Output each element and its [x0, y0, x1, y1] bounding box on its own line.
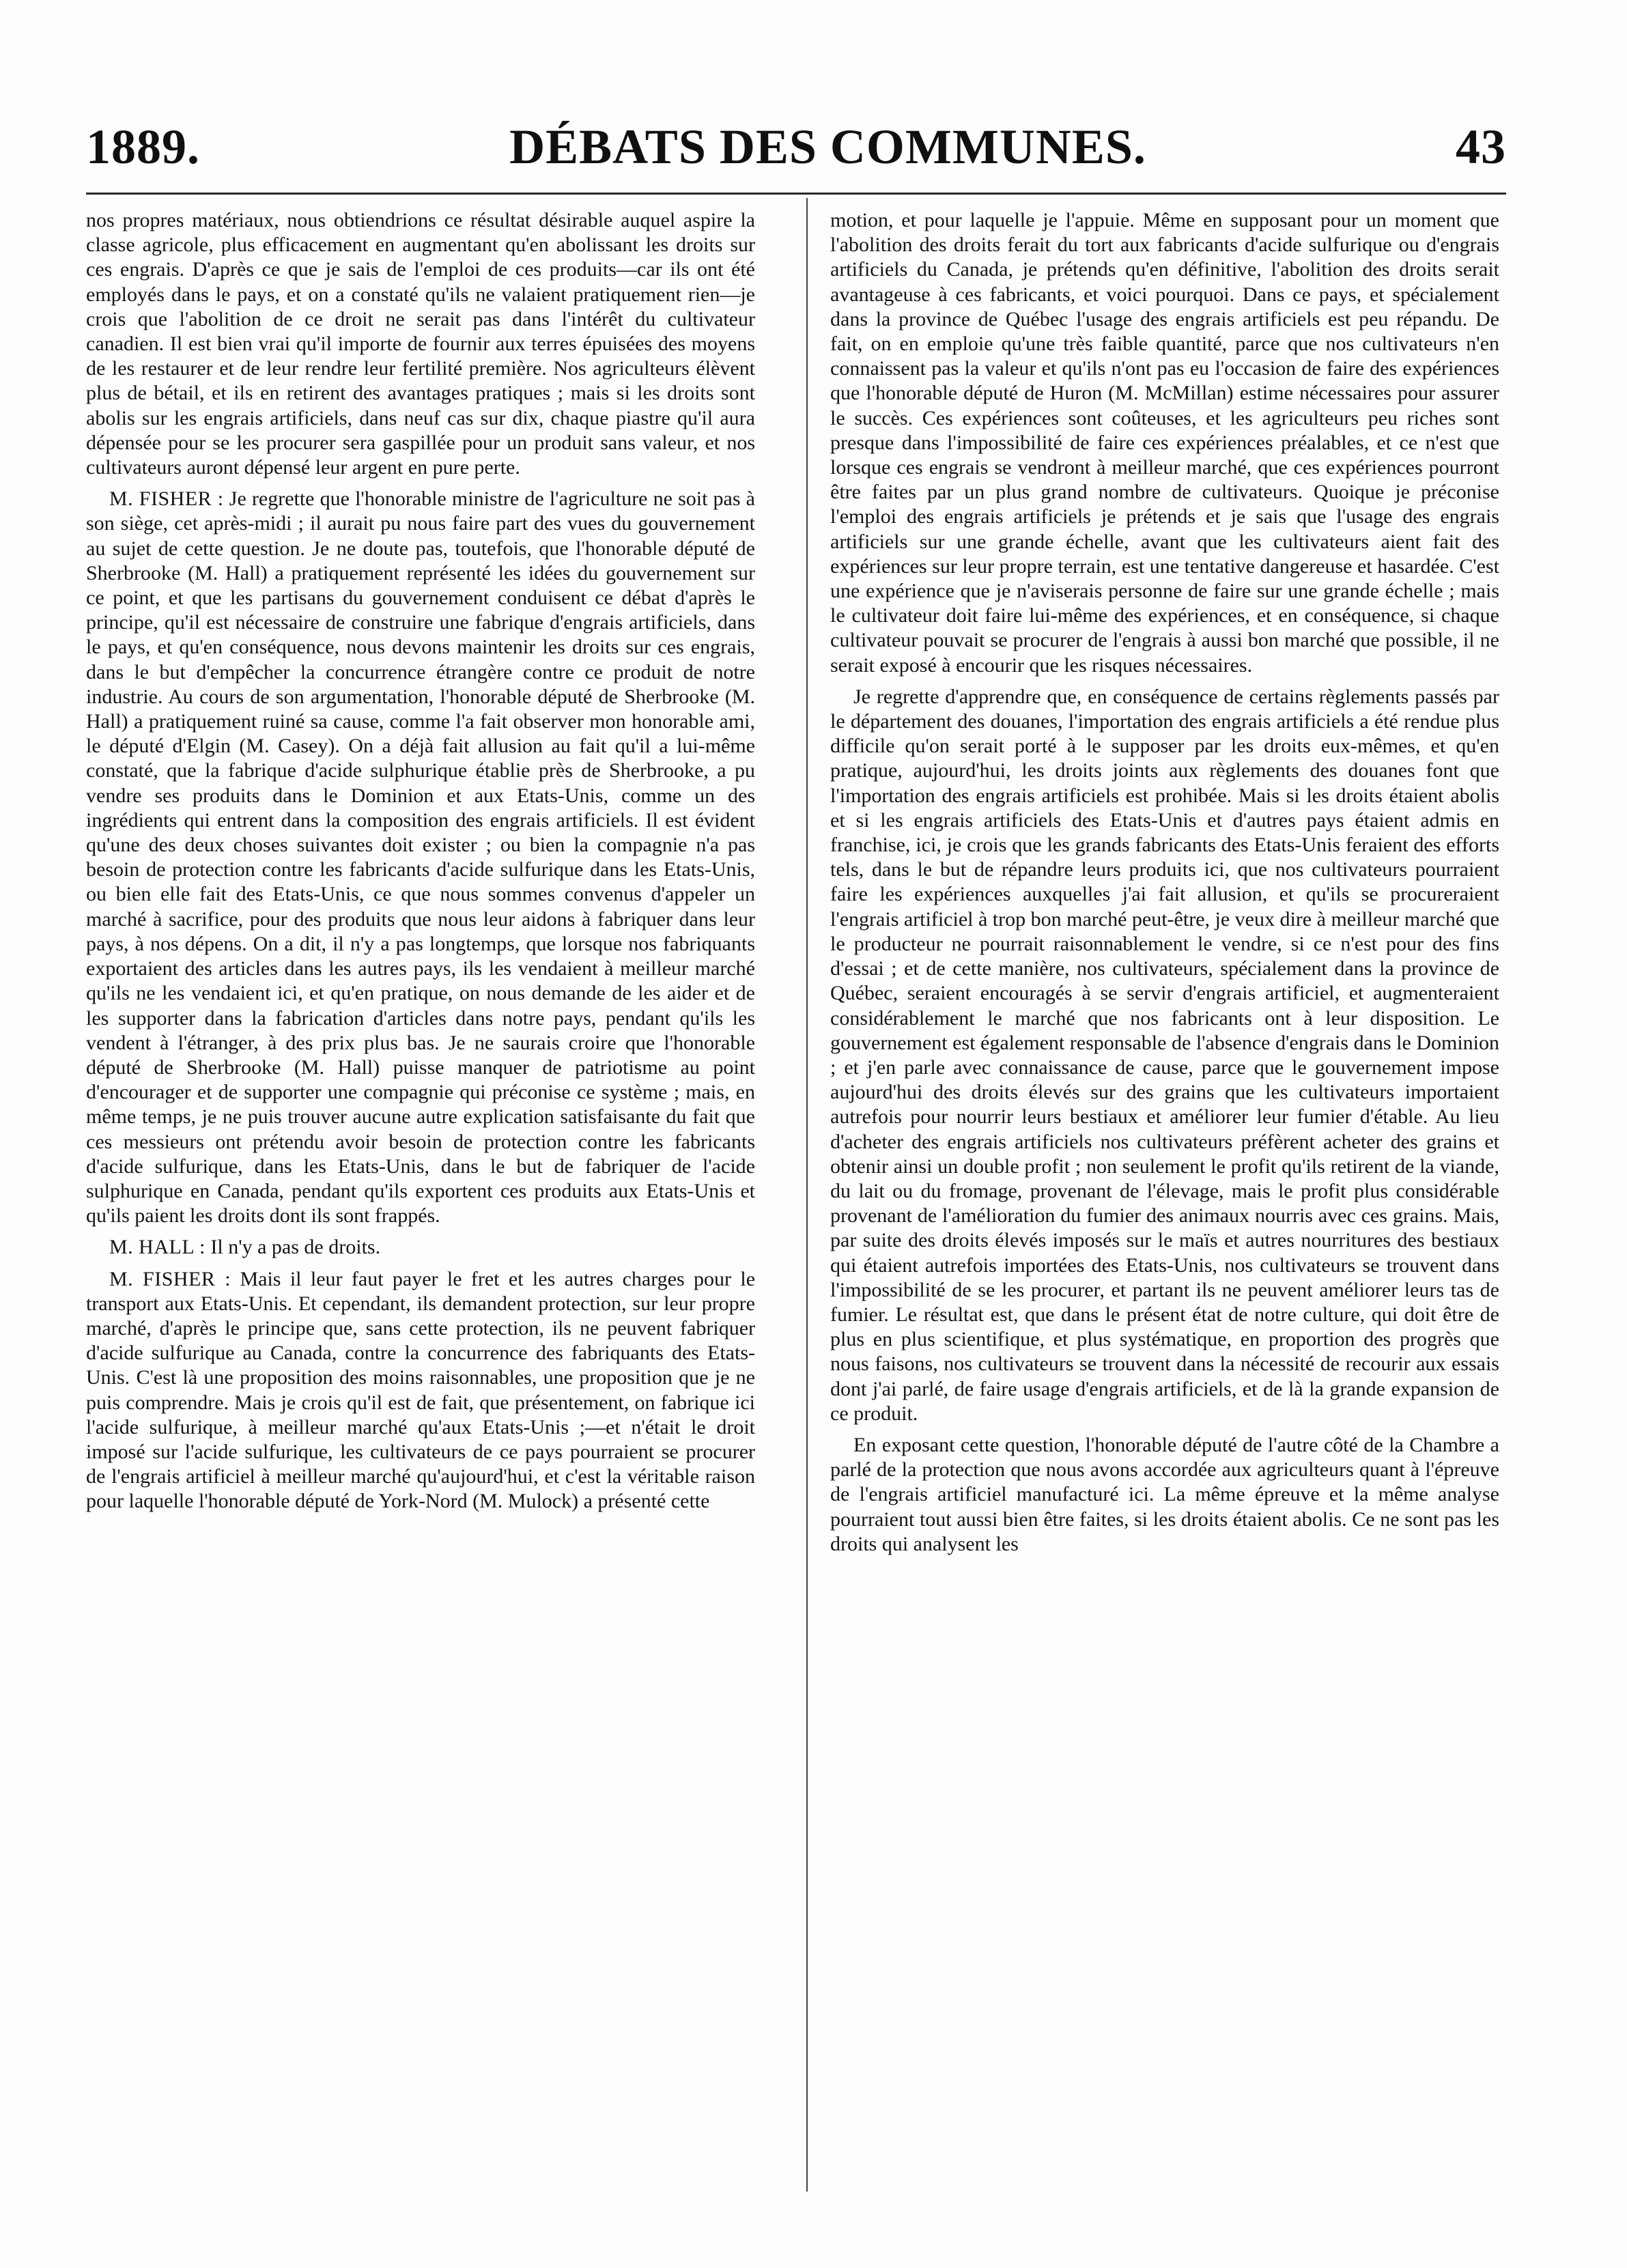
- page-header: [86, 116, 1506, 178]
- paragraph: [86, 1267, 755, 1514]
- speaker-name: M. HALL :: [109, 1236, 206, 1259]
- paragraph: [86, 208, 755, 480]
- right-column: [830, 208, 1499, 2202]
- paragraph-text: Je regrette d'apprendre que, en conséquence de certains règlements passés par le département des douanes, l'importation des engrais artificiels a été rendue plus difficile qu'on serait porté à le supposer par les droits eux-mêmes, et qu'en pratique, aujourd'hui, les droits joints aux règlements des douanes font que l'importation des engrais artificiels est prohibée. Mais si les droits étaient abolis et si les engrais artificiels des Etats-Unis et d'autres pays étaient admis en franchise, ici, je crois que les grands fabricants des Etats-Unis feraient des efforts tels, dans le but de répandre leurs produits ici, que nos cultivateurs pourraient faire les expériences auxquelles j'ai fait allusion, et qu'ils se procureraient l'engrais artificiel à trop bon marché peut-être, je veux dire à meilleur marché que le producteur ne pourrait raisonnablement le vendre, si ce n'est pour des fins d'essai ; et de cette manière, nos cultivateurs, spécialement dans la province de Québec, seraient encouragés à se servir d'engrais artificiel, et augmenteraient considérablement le marché que nos fabricants ont à leur disposition. Le gouvernement est également responsable de l'absence d'engrais dans le Dominion ; et j'en parle avec connaissance de cause, parce que le gouvernement impose aujourd'hui des droits élevés sur des grains que les cultivateurs importaient autrefois pour nourrir leurs bestiaux et améliorer leur fumier d'étable. Au lieu d'acheter des engrais artificiels nos cultivateurs préfèrent acheter des grains et obtenir ainsi un double profit ; non seulement le profit qu'ils retirent de la viande, du lait ou du fromage, provenant de l'élevage, mais le profit plus considérable provenant de l'amélioration du fumier des animaux nourris avec ces grains. Mais, par suite des droits élevés imposés sur le maïs et autres nourritures des bestiaux qui étaient autrefois importées des Etats-Unis, nos cultivateurs se trouvent dans l'impossibilité de se les procurer, et partant ils ne peuvent améliorer leurs tas de fumier. Le résultat est, que dans le présent état de notre culture, qui doit être de plus en plus scientifique, et plus systématique, en proportion des progrès que nous faisons, nos cultivateurs se trouvent dans la nécessité de recourir aux essais dont j'ai parlé, de faire usage d'engrais artificiels, et de là la grande expansion de ce produit.: [830, 685, 1499, 1425]
- year: 1889.: [86, 119, 200, 174]
- paragraph-text: motion, et pour laquelle je l'appuie. Même en supposant pour un moment que l'abolition des droits ferait du tort aux fabricants d'acide sulfurique ou d'engrais artificiels du Canada, je prétends qu'en définitive, l'abolition des droits serait avantageuse à ces fabricants, et voici pourquoi. Dans ce pays, et spécialement dans la province de Québec l'usage des engrais artificiels est peu répandu. De fait, on en emploie qu'une très faible quantité, parce que nos cultivateurs n'en connaissent pas la valeur et qu'ils n'ont pas eu l'occasion de faire des expériences que l'honorable député de Huron (M. McMillan) estime nécessaires pour assurer le succès. Ces expériences sont coûteuses, et les agriculteurs peu riches sont presque dans l'impossibilité de faire ces expériences préalables, et ce n'est que lorsque ces engrais se vendront à meilleur marché, que ces expériences pourront être faites par un plus grand nombre de cultivateurs. Quoique je préconise l'emploi des engrais artificiels je prétends et je sais que l'usage des engrais artificiels sur une grande échelle, avant que les cultivateurs aient fait des expériences sur leur propre terrain, est une tentative dangereuse et hasardée. C'est une expérience que je n'aviserais personne de faire sur une grande échelle ; mais le cultivateur doit faire lui-même des expériences, et en conséquence, si chaque cultivateur pouvait se procurer de l'engrais à aussi bon marché que possible, il ne serait exposé à encourir que les risques nécessaires.: [830, 209, 1499, 677]
- paragraph: [830, 685, 1499, 1426]
- paragraph: [830, 208, 1499, 678]
- paragraph: [86, 1235, 755, 1260]
- paragraph-text: En exposant cette question, l'honorable député de l'autre côté de la Chambre a parlé de la protection que nous avons accordée aux agriculteurs quant à l'épreuve de l'engrais artificiel manufacturé ici. La même épreuve et la même analyse pourraient tout aussi bien être faites, si les droits étaient abolis. Ce ne sont pas les droits qui analysent les: [830, 1433, 1499, 1555]
- paragraph-text: Je regrette que l'honorable ministre de l'agriculture ne soit pas à son siège, cet après-midi ; il aurait pu nous faire part des vues du gouvernement au sujet de cette question. Je ne doute pas, toutefois, que l'honorable député de Sherbrooke (M. Hall) a pratiquement représenté les idées du gouvernement sur ce point, et que les partisans du gouvernement conduisent ce débat d'après le principe, qu'il est nécessaire de construire une fabrique d'engrais artificiels, dans le pays, et qu'en conséquence, nous devons maintenir les droits sur ces engrais, dans le but d'empêcher la concurrence étrangère contre ce produit de notre industrie. Au cours de son argumentation, l'honorable député de Sherbrooke (M. Hall) a pratiquement ruiné sa cause, comme l'a fait observer mon honorable ami, le député d'Elgin (M. Casey). On a déjà fait allusion au fait qu'il a lui-même constaté, que la fabrique d'acide sulphurique établie près de Sherbrooke, a pu vendre ses produits dans le Dominion et aux Etats-Unis, comme un des ingrédients qui entrent dans la composition des engrais artificiels. Il est évident qu'une des deux choses suivantes doit exister ; ou bien la compagnie n'a pas besoin de protection contre les fabricants d'acide sulfurique dans les Etats-Unis, ou bien elle fait des Etats-Unis, ce que nous sommes convenus d'appeler un marché à sacrifice, pour des produits que nous leur aidons à fabriquer dans leur pays, à nos dépens. On a dit, il n'y a pas longtemps, que lorsque nos fabriquants exportaient des articles dans les autres pays, ils les vendaient à meilleur marché qu'ils ne les vendaient ici, et qu'en pratique, on nous demande de les aider et de les supporter dans la fabrication d'articles dans notre pays, pendant qu'ils les vendent à l'étranger, à des prix plus bas. Je ne saurais croire que l'honorable député de Sherbrooke (M. Hall) puisse manquer de patriotisme au point d'encourager et de supporter une compagnie qui préconise ce système ; mais, en même temps, je ne puis trouver aucune autre explication satisfaisante du fait que ces messieurs ont prétendu avoir besoin de protection contre les fabricants d'acide sulfurique, dans les Etats-Unis, dans le but de fabriquer de l'acide sulphurique en Canada, pendant qu'ils exportent ces produits aux Etats-Unis et qu'ils paient les droits dont ils sont frappés.: [86, 487, 755, 1228]
- paragraph-text: nos propres matériaux, nous obtiendrions ce résultat désirable auquel aspire la classe agricole, plus efficacement en augmentant qu'en abolissant les droits sur ces engrais. D'après ce que je sais de l'emploi de ces produits—car ils ont été employés dans le pays, et on a constaté qu'ils ne valaient pratiquement rien—je crois que l'abolition de ce droit ne serait pas dans l'intérêt du cultivateur canadien. Il est bien vrai qu'il importe de fournir aux terres épuisées des moyens de les restaurer et de leur rendre leur fertilité première. Nos agriculteurs élèvent plus de bétail, et ils en retirent des avantages pratiques ; mais si les droits sont abolis sur les engrais artificiels, dans neuf cas sur dix, chaque piastre qu'il aura dépensée pour se les procurer sera gaspillée pour un produit sans valeur, et nos cultivateurs auront dépensé leur argent en pure perte.: [86, 209, 755, 479]
- page-number: 43: [1455, 119, 1506, 174]
- page-title: DÉBATS DES COMMUNES.: [509, 119, 1146, 174]
- paragraph-text: Mais il leur faut payer le fret et les autres charges pour le transport aux Etats-Unis. Et cependant, ils demandent protection, sur leur propre marché, d'après le principe que, sans cette protection, ils ne peuvent fabriquer d'acide sulfurique au Canada, contre la concurrence des fabriquants des Etats-Unis. C'est là une proposition des moins raisonnables, une proposition que je ne puis comprendre. Mais je crois qu'il est de fait, que présentement, on fabrique ici l'acide sulfurique, à meilleur marché qu'aux Etats-Unis ;—et n'était le droit imposé sur l'acide sulfurique, les cultivateurs de ce pays pourraient se procurer de l'engrais artificiel à meilleur marché qu'aujourd'hui, et c'est la véritable raison pour laquelle l'honorable député de York-Nord (M. Mulock) a présenté cette: [86, 1267, 755, 1513]
- column-divider: [806, 198, 808, 2192]
- paragraph: [830, 1433, 1499, 1557]
- header-rule: [86, 193, 1506, 195]
- paragraph-text: Il n'y a pas de droits.: [210, 1236, 381, 1259]
- speaker-name: M. FISHER :: [109, 1267, 231, 1290]
- speaker-name: M. FISHER :: [109, 487, 224, 511]
- left-column: [86, 208, 755, 2202]
- paragraph: [86, 487, 755, 1228]
